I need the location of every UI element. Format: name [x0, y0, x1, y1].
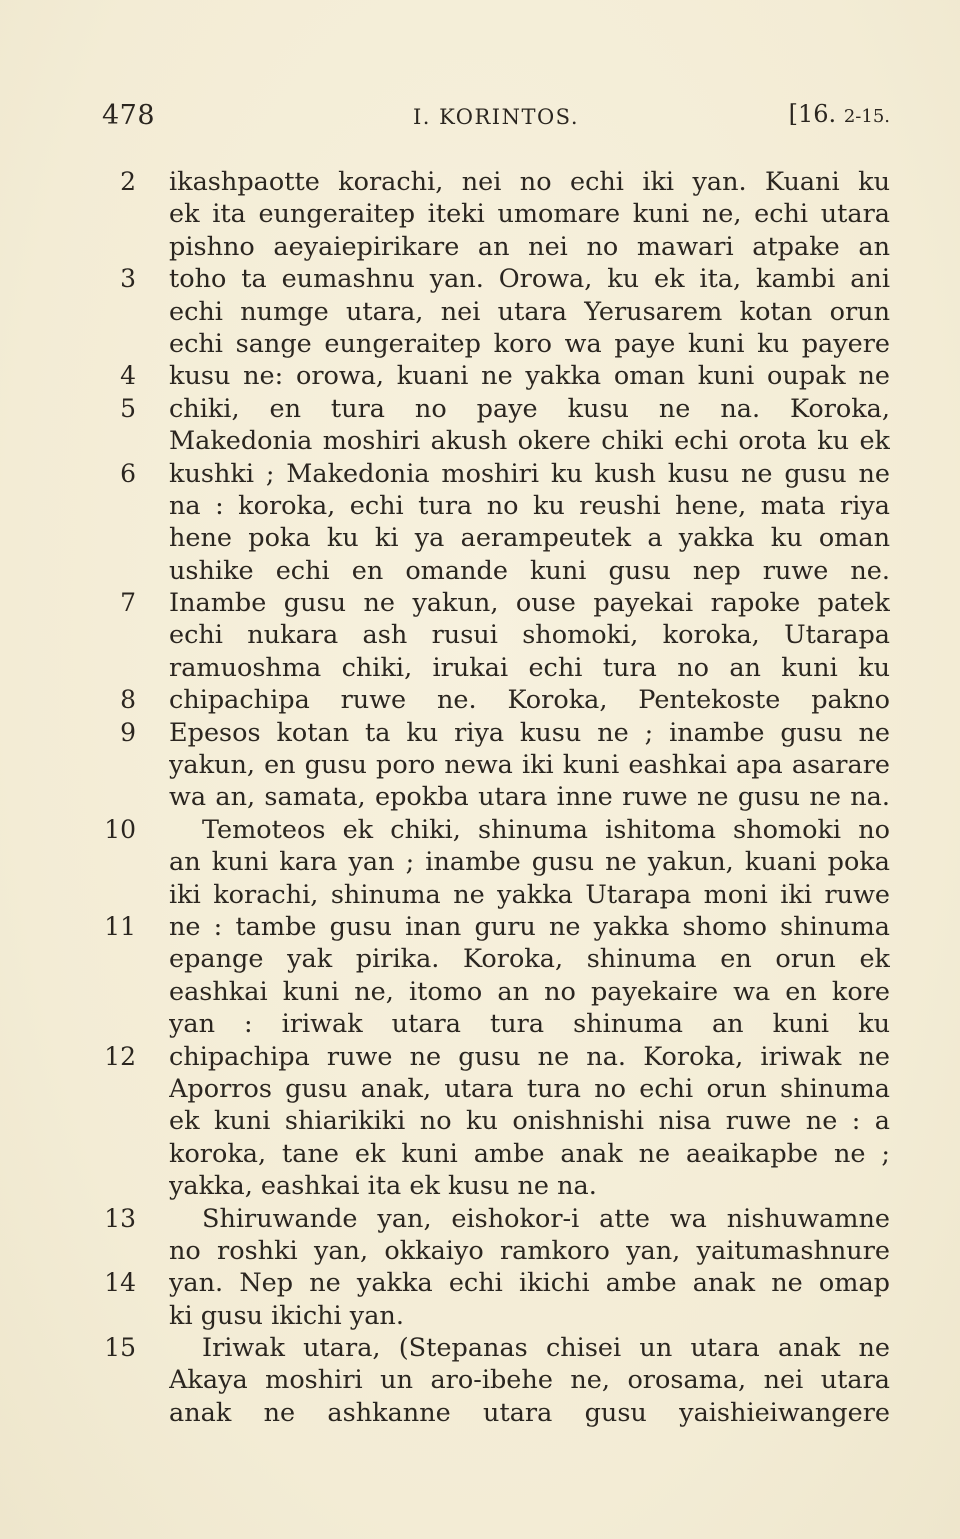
text-line	[100, 1300, 890, 1332]
line-text: ikashpaotte korachi, nei no echi iki yan. Kuani ku	[169, 167, 890, 197]
line-text: chipachipa ruwe ne. Koroka, Pentekoste pakno	[169, 685, 890, 716]
verse-number: 7	[120, 588, 136, 618]
line-text: ramuoshma chiki, irukai echi tura no an kuni ku	[169, 652, 890, 683]
page-header	[102, 100, 890, 140]
line-text: anak ne ashkanne utara gusu yaishieiwangere	[169, 1397, 890, 1428]
text-line	[100, 328, 890, 360]
line-text: iki korachi, shinuma ne yakka Utarapa moni iki ruwe	[169, 879, 890, 910]
chapter-verse-reference	[789, 100, 890, 128]
text-line	[100, 555, 890, 587]
line-text: yan : iriwak utara tura shinuma an kuni ku	[169, 1009, 890, 1040]
line-text: Temoteos ek chiki, shinuma ishitoma shomoki no	[202, 814, 890, 845]
text-line	[100, 749, 890, 781]
line-text: Akaya moshiri un aro-ibehe ne, orosama, nei utara	[169, 1365, 890, 1396]
text-line	[100, 1170, 890, 1202]
verse-number: 12	[104, 1041, 136, 1071]
text-line	[100, 198, 890, 230]
reference-chapter: [16.	[788, 100, 837, 128]
line-text: an kuni kara yan ; inambe gusu ne yakun, kuani poka	[169, 847, 890, 878]
text-line	[100, 166, 890, 198]
line-text: chiki, en tura no paye kusu ne na. Koroka,	[169, 393, 890, 424]
verse-number: 2	[120, 167, 136, 196]
verse-number: 5	[120, 393, 136, 423]
line-text: kushki ; Makedonia moshiri ku kush kusu ne gusu ne	[169, 458, 890, 489]
line-text: Inambe gusu ne yakun, ouse payekai rapoke patek	[169, 588, 890, 619]
text-line	[100, 1105, 890, 1137]
text-line	[100, 976, 890, 1008]
text-line	[100, 943, 890, 975]
verse-number: 6	[120, 458, 136, 488]
text-line	[100, 425, 890, 457]
line-text: yan. Nep ne yakka echi ikichi ambe anak ne omap	[169, 1268, 890, 1299]
text-line	[100, 1364, 890, 1396]
line-text: wa an, samata, epokba utara inne ruwe ne gusu ne na.	[169, 782, 890, 813]
line-text: hene poka ku ki ya aerampeutek a yakka ku oman	[169, 523, 890, 554]
text-line	[100, 458, 890, 490]
text-line	[100, 879, 890, 911]
verse-number: 11	[104, 911, 136, 941]
line-text: eashkai kuni ne, itomo an no payekaire wa en kore	[169, 976, 890, 1007]
text-line	[100, 717, 890, 749]
text-line	[100, 1235, 890, 1267]
line-text: na : koroka, echi tura no ku reushi hene, mata riya	[169, 490, 890, 521]
line-text: ki gusu ikichi yan.	[169, 1300, 404, 1331]
text-line	[100, 393, 890, 425]
line-text: chipachipa ruwe ne gusu ne na. Koroka, iriwak ne	[169, 1041, 890, 1072]
verse-number: 14	[104, 1268, 136, 1298]
line-text: ne : tambe gusu inan guru ne yakka shomo shinuma	[169, 911, 890, 942]
reference-verses: 2-15.	[843, 106, 890, 127]
text-line	[100, 911, 890, 943]
text-line	[100, 846, 890, 878]
line-text: echi sange eungeraitep koro wa paye kuni ku payere	[169, 328, 890, 359]
verse-number: 13	[104, 1203, 136, 1233]
text-line	[100, 684, 890, 716]
line-text: Aporros gusu anak, utara tura no echi orun shinuma	[169, 1073, 890, 1104]
verse-number: 9	[120, 717, 136, 747]
text-line	[100, 1397, 890, 1429]
line-text: pishno aeyaiepirikare an nei no mawari atpake an	[169, 231, 890, 262]
line-text: echi numge utara, nei utara Yerusarem kotan orun	[169, 296, 890, 327]
line-text: ek ita eungeraitep iteki umomare kuni ne, echi utara	[169, 199, 890, 230]
line-text: echi nukara ash rusui shomoki, koroka, Utarapa	[169, 620, 890, 651]
text-line	[100, 1138, 890, 1170]
verse-number: 3	[120, 264, 136, 294]
verse-number: 8	[120, 685, 136, 715]
text-line	[100, 1332, 890, 1364]
line-text: koroka, tane ek kuni ambe anak ne aeaikapbe ne ;	[169, 1138, 890, 1169]
page-number: 478	[102, 100, 156, 131]
text-line	[100, 814, 890, 846]
line-text: ek kuni shiarikiki no ku onishnishi nisa ruwe ne : a	[169, 1106, 890, 1137]
text-line	[100, 781, 890, 813]
text-line	[100, 522, 890, 554]
scripture-text	[100, 166, 890, 1429]
line-text: Iriwak utara, (Stepanas chisei un utara anak ne	[202, 1333, 890, 1364]
text-line	[100, 1203, 890, 1235]
line-text: Epesos kotan ta ku riya kusu ne ; inambe gusu ne	[169, 717, 890, 748]
text-line	[100, 1267, 890, 1299]
text-line	[100, 587, 890, 619]
running-title: I. KORINTOS.	[412, 105, 579, 129]
line-text: toho ta eumashnu yan. Orowa, ku ek ita, kambi ani	[169, 264, 890, 295]
text-line	[100, 490, 890, 522]
text-line	[100, 360, 890, 392]
verse-number: 10	[104, 814, 136, 844]
line-text: ushike echi en omande kuni gusu nep ruwe ne.	[169, 555, 890, 586]
text-line	[100, 263, 890, 295]
line-text: epange yak pirika. Koroka, shinuma en orun ek	[169, 944, 890, 975]
text-line	[100, 1073, 890, 1105]
text-line	[100, 619, 890, 651]
text-line	[100, 652, 890, 684]
line-text: yakka, eashkai ita ek kusu ne na.	[169, 1171, 597, 1202]
line-text: Makedonia moshiri akush okere chiki echi orota ku ek	[169, 426, 890, 457]
text-line	[100, 1008, 890, 1040]
text-line	[100, 1041, 890, 1073]
text-line	[100, 296, 890, 328]
text-line	[100, 231, 890, 263]
verse-number: 15	[104, 1333, 136, 1363]
line-text: no roshki yan, okkaiyo ramkoro yan, yaitumashnure	[169, 1235, 890, 1266]
verse-number: 4	[120, 361, 136, 391]
line-text: Shiruwande yan, eishokor-i atte wa nishuwamne	[202, 1203, 890, 1234]
line-text: kusu ne: orowa, kuani ne yakka oman kuni oupak ne	[169, 361, 890, 392]
line-text: yakun, en gusu poro newa iki kuni eashkai apa asarare	[169, 750, 890, 781]
